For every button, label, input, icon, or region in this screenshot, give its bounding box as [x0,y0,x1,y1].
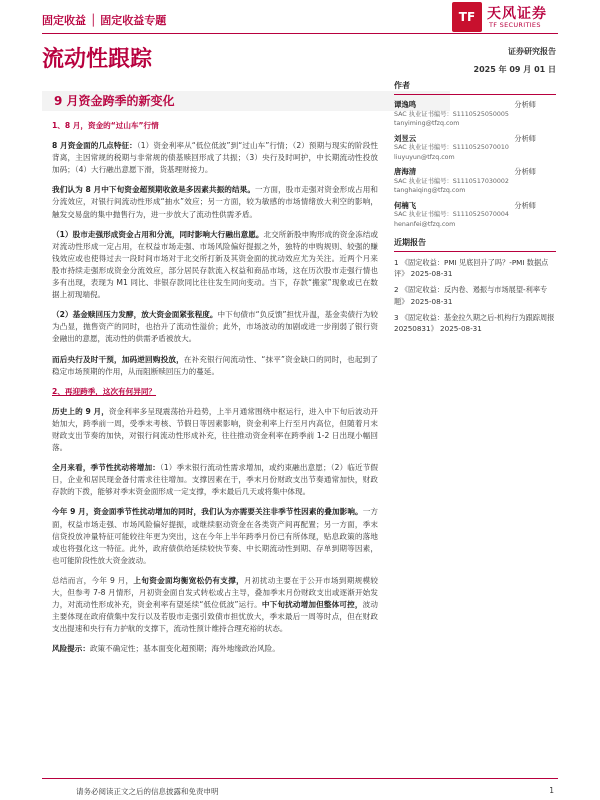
author-role: 分析师 [514,200,536,210]
author-sac: SAC 执业证书编号：S1110525070004 [394,211,509,218]
recent-reports-heading: 近期报告 [394,237,556,252]
main-content [52,120,378,663]
doc-date: 2025 年 09 月 01 日 [473,65,556,74]
risk-notice [52,643,378,655]
section-heading-2: 2、再迎跨季，这次有何异同？ [52,386,157,396]
author-email[interactable]: tanghaiqing@tfzq.com [394,187,466,194]
paragraph-3-lead: （1）股市走强形成资金占用和分流，同时影响大行融出意愿。 [52,229,264,239]
author-entry [394,201,556,230]
paragraph-2 [52,184,378,220]
paragraph-4-body: 中下旬债市“负反馈”担忧升温，基金卖债行为较为凸显，抛售资产的同时，也抬升了流动性溢价；此外，市场波动的加剧或进一步削弱了银行资金融出的意愿，流动性的供需矛盾被放大。 [52,310,379,344]
paragraph-5-lead: 而后央行及时干预，加码逆回购投放， [52,354,184,364]
logo-name-en: TF SECURITIES [489,21,541,29]
author-email[interactable]: liuyuyun@tfzq.com [394,153,455,161]
paragraph-2-body: 一方面，股市走强对资金形成占用和分流效应，对银行间流动性形成“抽水”效应；另一方面，较为敏感的市场情绪放大利空的影响，触发交易盘的集中抛售行为，进一步放大了流动性供需矛盾。 [52,185,379,219]
page-number: 1 [549,786,554,795]
paragraph-9-lead: 总结而言，今年 9 月， [52,575,134,585]
author-role: 分析师 [514,167,536,176]
author-role: 分析师 [514,133,536,143]
logo-icon: TF [452,2,482,32]
paragraph-9-body-2: 波动主要体现在政府债集中发行以及若股市走强引致债市担忧放大，季末最后一周等时点，但在财政支出提速和央行有力护航的支撑下，流动性预计维持合理充裕的状态。 [52,600,379,634]
footer-divider [42,778,558,779]
author-name: 唐海清 [394,167,417,176]
paragraph-5 [52,354,378,378]
author-role: 分析师 [514,100,536,109]
paragraph-8 [52,506,378,566]
paragraph-7-lead: 全月来看，季节性扰动将增加： [52,463,160,473]
author-entry [394,167,556,196]
footer-disclaimer: 请务必阅读正文之后的信息披露和免责申明 [76,787,219,796]
paragraph-6 [52,406,378,454]
author-entry [394,134,556,163]
paragraph-2-lead: 我们认为 8 月中下旬资金超预期收敛是多因素共振的结果。 [52,185,256,195]
sidebar [394,80,556,339]
recent-report-item[interactable]: 1 《固定收益：PMI 见底回升了吗？-PMI 数据点评》 2025-08-31 [394,258,549,279]
author-entry [394,100,556,129]
paragraph-4-lead: （2）基金赎回压力发酵，放大资金面紧张程度。 [52,310,218,320]
author-name: 何楠飞 [394,200,417,210]
author-email[interactable]: henanfei@tfzq.com [394,220,456,228]
paragraph-3 [52,229,378,302]
author-sac: SAC 执业证书编号：S1110517030002 [394,177,509,185]
paragraph-3-body: 北交所新股申购形成的资金冻结或对流动性形成一定占用，在权益市场走强、市场风险偏好提振之外，独特的申购规则、较强的赚钱效应或也使得过去一段时间市场对于北交所打新及其资金面的扰动效应尤为关注。近两个月来股市持续走强形成资金分流效应，部分居民存款流入权益和商品市场，这在历次股市走强行情也多有出现，表现为 M1 同比、非银存款同比往往发生同向变动。当下，存款“搬家”现象或已在数据上初现端倪。 [52,229,378,300]
doc-type: 证券研究报告 [508,47,556,56]
author-email[interactable]: tanyiming@tfzq.com [394,120,460,127]
paragraph-9 [52,575,378,635]
section-heading-1: 1、8 月，资金的“过山车”行情 [52,121,159,130]
paragraph-1-body: （1）资金利率从“低位低波”到“过山车”行情；（2）预期与现实的阶段性背离，主因常规的税期与非常规的债基赎回形成了共振；（3）央行及时呵护，中长期流动性投放加码；（4）大行融出意愿下滑，货基理财接力。 [52,141,378,175]
header-category: 固定收益 │ 固定收益专题 [42,14,167,27]
paragraph-6-lead: 历史上的 9 月， [52,406,109,416]
author-sac: SAC 执业证书编号：S1110525070010 [394,144,509,151]
authors-heading: 作者 [394,80,556,95]
risk-notice-lead: 风险提示： [52,644,90,654]
header-divider [42,33,558,34]
paragraph-9-body: 月初扰动主要在于公开市场到期规模较大，但参考 7-8 月情形，月初资金面自发式转松或占主导，叠加季末月份财政支出或逐渐开始发力，对流动性形成补充，资金利率有望延续“低位低波”运行。 [52,575,379,610]
paragraph-7-body: （1）季末银行流动性需求增加，或约束融出意愿；（2）临近节假日，企业和居民现金备付需求往往增加。支撑因素在于，季末月份财政支出节奏通常加快，财政存款的下拨，能够对季末资金面形成一定支撑，季末最后几天或将集中体现。 [52,463,379,497]
paragraph-1-lead: 8 月资金面的几点特征： [52,141,137,151]
paragraph-4 [52,309,378,345]
recent-report-item[interactable]: 3 《固定收益：基金拉久期之后-机构行为跟踪周报 20250831》 2025-08-31 [394,312,555,334]
risk-notice-body: 政策不确定性；基本面变化超预期；海外地缘政治风险。 [89,644,280,654]
paragraph-5-body: 在补充银行间流动性、“抹平”资金缺口的同时，也起到了稳定市场预期的作用，从而阻断赎回压力的蔓延。 [52,354,378,376]
paragraph-9-mid: 上旬资金面均衡宽松仍有支撑， [133,575,244,585]
author-name: 刘昱云 [394,133,417,143]
page-title: 流动性跟踪 [42,47,153,72]
author-sac: SAC 执业证书编号：S1110525050005 [394,110,509,118]
paragraph-9-lead-2: 中下旬扰动增加但整体可控， [261,600,363,610]
paragraph-8-lead: 今年 9 月，资金面季节性扰动增加的同时，我们认为亦需要关注非季节性因素的叠加影响。 [52,507,363,517]
paragraph-7 [52,462,378,498]
logo-name-cn: 天风证券 [487,6,547,22]
author-name: 谭逸鸣 [394,100,417,109]
paragraph-6-body: 资金利率多呈现震荡抬升趋势，上半月通常围绕中枢运行，进入中下旬后波动开始加大，跨季前一周，受季末考核、节假日等因素影响，资金利率上行至月内高位，但随着月末财政支出节奏的加快，对银行间流动性形成补充，往往推动资金利率在跨季前 1-2 日出现小幅回落。 [52,406,379,453]
recent-report-item[interactable]: 2 《固定收益：反内卷、遏振与市场展望-利率专题》 2025-08-31 [394,285,548,306]
paragraph-1 [52,140,378,176]
report-subtitle: 9 月资金跨季的新变化 [42,91,450,111]
paragraph-8-body: 一方面，权益市场走强、市场风险偏好提振，或继续驱动资金在各类资产间再配置；另一方面，季末信贷投放冲量特征可能较往年更为突出，这在今年上半年跨季月份已有所体现，贴息政策的落地或也将强化这一特征。此外，政府债供给延续较快节奏、中长期流动性到期、存单到期等因素，也可能阶段性放大资金波动。 [52,507,379,565]
